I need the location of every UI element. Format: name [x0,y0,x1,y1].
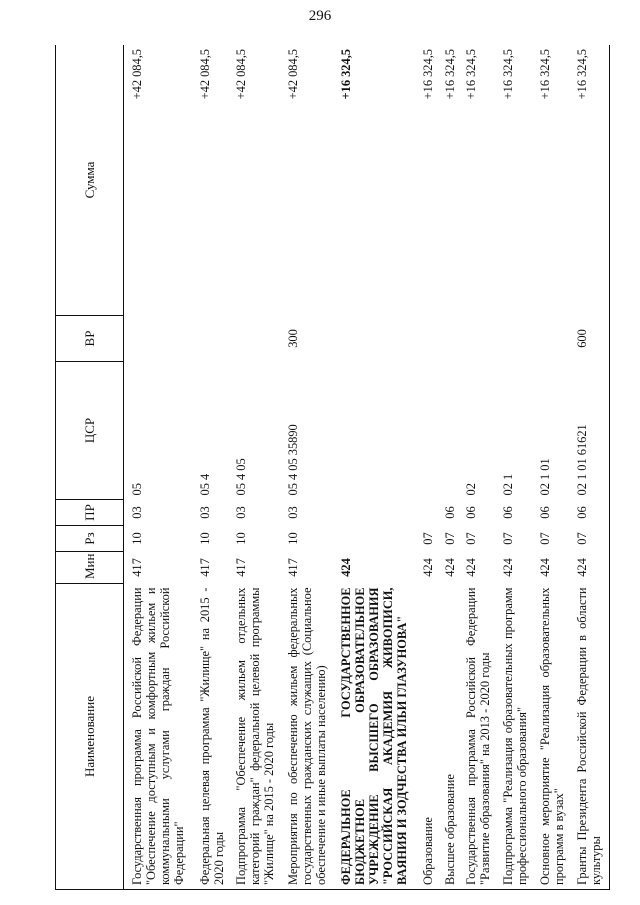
cell-pr: 06 [572,500,610,526]
cell-name: Федеральная целевая программа "Жилище" на 2015 - 2020 годы [195,584,232,890]
cell-name: Подпрограмма "Реализация образовательных программ профессионального образования" [498,584,535,890]
header-rz: Рз [56,526,124,552]
table-row [440,45,462,890]
table-row [231,45,283,890]
header-min: Мин [56,552,124,584]
cell-rz: 10 [234,532,249,545]
cell-sum: +42 084,5 [195,45,232,316]
cell-min: 417 [234,558,249,577]
table-row-organization [336,45,418,890]
cell-min: 417 [130,558,144,577]
cell-min: 424 [420,558,435,577]
cell-csr [418,362,440,500]
cell-sum: +16 324,5 [336,45,418,316]
header-csr: ЦСР [56,362,124,500]
cell-rz: 07 [420,532,435,545]
cell-name: Подпрограмма "Обеспечение жильем отдельных категорий граждан" федеральной целевой программы "Жилище" на 2015 - 2020 годы [231,584,283,890]
table-header [56,45,124,890]
cell-sum: +16 324,5 [572,45,610,316]
cell-min: 424 [538,558,553,577]
cell-min: 424 [464,558,479,577]
cell-name: ФЕДЕРАЛЬНОЕ ГОСУДАРСТВЕННОЕ БЮДЖЕТНОЕ ОБРАЗОВАТЕЛЬНОЕ УЧРЕЖДЕНИЕ ВЫСШЕГО ОБРАЗОВАНИЯ "РОССИЙСКАЯ АКАДЕМИЯ ЖИВОПИСИ, ВАЯНИЯ И ЗОДЧЕСТВА ИЛЬИ ГЛАЗУНОВА" [336,584,418,890]
cell-sum: +16 324,5 [498,45,535,316]
table-row [498,45,535,890]
cell-rz: 07 [464,532,479,545]
cell-min: 417 [197,558,212,577]
cell-csr: 02 [464,483,479,496]
cell-vr [461,316,498,362]
page-number: 296 [308,8,332,24]
cell-name: Государственная программа Российской Федерации "Обеспечение доступным и комфортным жильем и коммунальными услугами граждан Российской Федерации" [124,584,195,890]
cell-name: Гранты Президента Российской Федерации в области культуры [572,584,610,890]
cell-pr: 06 [538,506,553,519]
cell-sum: +42 084,5 [283,45,335,316]
cell-vr [195,316,232,362]
cell-rz: 07 [572,526,610,552]
cell-min: 424 [572,552,610,584]
cell-csr: 02 1 01 [538,458,553,496]
cell-name: Образование [418,584,440,890]
cell-csr: 05 [130,483,144,496]
cell-csr: 05 4 05 35890 [286,424,301,496]
cell-rz: 07 [501,532,516,545]
cell-sum: +16 324,5 [418,45,440,316]
table-body [124,45,610,890]
table-row [195,45,232,890]
cell-pr: 03 [197,506,212,519]
header-name: Наименование [56,584,124,890]
cell-pr [336,500,418,526]
cell-vr [535,316,572,362]
cell-sum: +42 084,5 [124,45,195,316]
cell-pr [418,500,440,526]
table-row [572,45,610,890]
cell-pr: 06 [501,506,516,519]
rotated-table-frame [55,45,610,890]
cell-min: 424 [338,558,353,577]
table-row [418,45,440,890]
cell-rz: 10 [130,532,144,545]
header-row [56,45,124,890]
cell-rz [336,526,418,552]
cell-rz: 07 [538,532,553,545]
cell-csr: 05 4 [197,473,212,496]
cell-csr: 02 1 01 61621 [572,362,610,500]
cell-pr: 03 [130,506,144,519]
cell-pr: 03 [286,506,301,519]
cell-sum: +42 084,5 [231,45,283,316]
table-row [124,45,195,890]
table-row [461,45,498,890]
cell-pr: 06 [442,506,457,519]
budget-table-container [55,45,610,890]
cell-name: Мероприятия по обеспечению жильем федеральных государственных гражданских служащих (Социальное обеспечение и иные выплаты населению) [283,584,335,890]
header-sum: Сумма [56,45,124,316]
cell-csr: 05 4 05 [234,458,249,496]
cell-sum: +16 324,5 [535,45,572,316]
header-vr: ВР [56,316,124,362]
cell-name: Основное мероприятие "Реализация образовательных программ в вузах" [535,584,572,890]
cell-vr [336,316,418,362]
cell-vr: 600 [572,316,610,362]
cell-csr: 02 1 [501,473,516,496]
cell-pr: 03 [234,506,249,519]
cell-vr [418,316,440,362]
cell-csr [336,362,418,500]
cell-rz: 10 [286,532,301,545]
cell-name: Высшее образование [440,584,462,890]
cell-min: 424 [442,558,457,577]
cell-sum: +16 324,5 [440,45,462,316]
cell-vr [440,316,462,362]
cell-vr [231,316,283,362]
table-row [535,45,572,890]
cell-name: Государственная программа Российской Федерации "Развитие образования" на 2013 - 2020 годы [461,584,498,890]
cell-min: 424 [501,558,516,577]
cell-rz: 07 [442,532,457,545]
cell-vr [498,316,535,362]
cell-rz: 10 [197,532,212,545]
budget-table [55,45,610,890]
cell-vr: 300 [286,329,301,348]
header-pr: ПР [56,500,124,526]
cell-csr [440,362,462,500]
cell-pr: 06 [464,506,479,519]
table-row [283,45,335,890]
cell-vr [124,316,195,362]
cell-min: 417 [286,558,301,577]
cell-sum: +16 324,5 [461,45,498,316]
